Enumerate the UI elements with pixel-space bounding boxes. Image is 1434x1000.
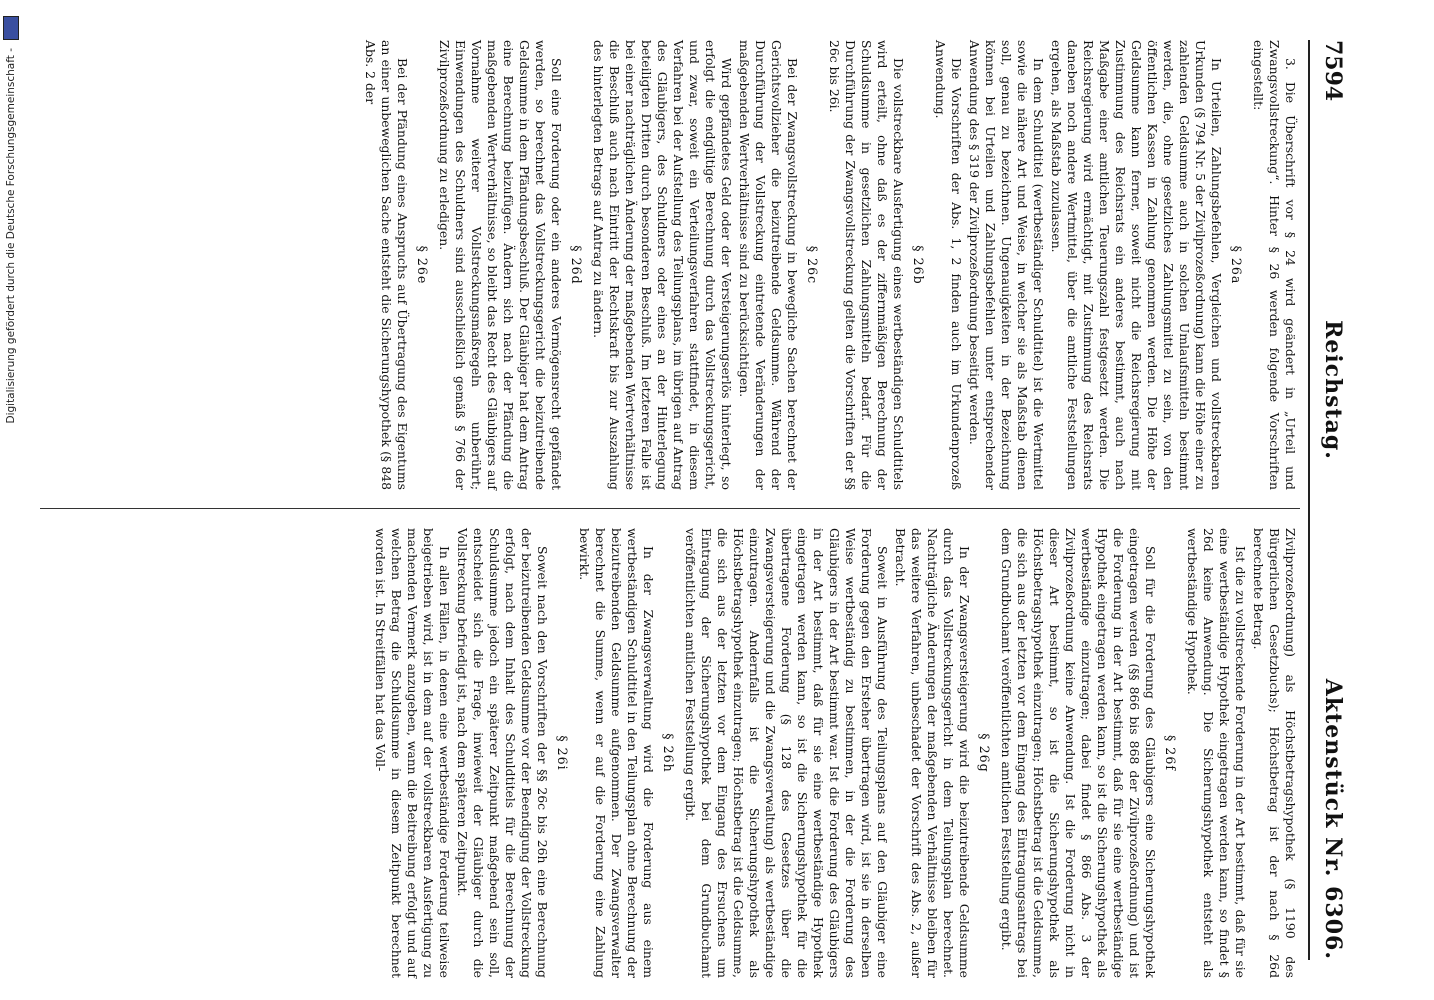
- section-heading-26e: § 26e: [415, 245, 430, 285]
- paragraph: Bei der Pfändung eines Anspruchs auf Übertragung des Eigentums an einer unbeweglichen Sache entsteht die Sicherungshypothek (§ 848 Abs. 2 der: [363, 40, 410, 490]
- paragraph: Die Vorschriften der Abs. 1, 2 finden auch im Urkundenprozeß Anwendung.: [933, 40, 964, 490]
- section-heading-26i: § 26i: [555, 735, 570, 771]
- running-head: Reichstag.: [1320, 320, 1346, 460]
- paragraph: In dem Schuldtitel (wertbeständiger Schuldtitel) ist die Wertmittel sowie die nähere Art und Weise, in welcher sie als Maßstab dienen soll, genau zu bezeichnen. Ungenauigkeiten in der Bezeichnung können bei Urteilen und Zahlungsbefehlen unter entsprechender Anwendung des § 319 der Zivilprozeßordnung beseitigt werden.: [967, 40, 1046, 490]
- left-column: [40, 40, 1298, 490]
- document-reference: Aktenstück Nr. 6306.: [1320, 678, 1346, 960]
- paragraph-continued: Zivilprozeßordnung) als Höchstbetragshypothek (§ 1190 des Bürgerlichen Gesetzbuchs); Höchstbetrag ist der nach § 26d berechnete Betrag.: [1251, 528, 1298, 978]
- section-heading-26h: § 26h: [661, 733, 676, 773]
- dfg-logo-icon: [3, 16, 19, 40]
- header-rule: [1308, 40, 1310, 960]
- intro-paragraph: 3. Die Überschrift vor § 24 wird geändert in „Urteil und Zwangsvollstreckung“. Hinter § 26 werden folgende Vorschriften eingestellt:: [1251, 40, 1298, 490]
- section-heading-26a: § 26a: [1229, 245, 1244, 285]
- paragraph: In Urteilen, Zahlungsbefehlen, Vergleichen und vollstreckbaren Urkunden (§ 794 Nr. 5 der Zivilprozeßordnung) kann die Höhe einer zu zahlenden Geldsumme auch in solchen Umlaufsmitteln bestimmt werden, die, ohne gesetzliches Zahlungsmittel zu sein, von den öffentlichen Kassen in Zahlung genommen werden. Die Höhe der Geldsumme kann ferner, soweit nicht die Reichsregierung mit Zustimmung des Reichsrats ein anderes bestimmt, auch nach Maßgabe einer amtlichen Teuerungszahl festgesetzt werden. Die Reichsregierung wird ermächtigt, mit Zustimmung des Reichsrats daneben noch andere Wertmittel, über die amtliche Feststellungen ergehen, als Maßstab zuzulassen.: [1049, 40, 1224, 490]
- section-heading-26g: § 26g: [977, 733, 992, 773]
- section-heading-26f: § 26f: [1163, 735, 1178, 771]
- page-header: [1316, 40, 1350, 960]
- paragraph: In der Zwangsversteigerung wird die beizutreibende Geldsumme durch das Vollstreckungsgericht in dem Teilungsplan berechnet. Nachträgliche Änderungen der maßgebenden Verhältnisse bleiben für das weitere Verfahren, unbeschadet der Vorschrift des Abs. 2, außer Betracht.: [893, 528, 972, 978]
- paragraph: Die vollstreckbare Ausfertigung eines wertbeständigen Schuldtitels wird erteilt, ohne daß es der ziffernmäßigen Berechnung der Schuldsumme in gesetzlichen Zahlungsmitteln bedarf. Für die Durchführung der Zwangsvollstreckung gelten die Vorschriften der §§ 26c bis 26i.: [827, 40, 906, 490]
- section-heading-26c: § 26c: [805, 245, 820, 285]
- paragraph: Wird gepfändetes Geld oder der Versteigerungserlös hinterlegt, so erfolgt die endgültige Berechnung durch das Vollstreckungsgericht, und zwar, soweit ein Verteilungsverfahren stattfindet, in diesem Verfahren bei der Aufstellung des Teilungsplans, im übrigen auf Antrag des Gläubigers, des Schuldners oder eines an der Hinterlegung beteiligten Dritten durch besonderen Beschluß. Im letzteren Falle ist bei einer nachträglichen Änderung der maßgebenden Wertverhältnisse die Beschluß auch nach Eintritt der Rechtskraft bis zur Auszahlung des hinterlegten Betrags auf Antrag zu ändern.: [591, 40, 734, 490]
- column-divider: [40, 508, 1300, 509]
- paragraph: Soll für die Forderung des Gläubigers eine Sicherungshypothek eingetragen werden (§§ 866 bis 868 der Zivilprozeßordnung) und ist die Forderung in der Art bestimmt, daß für sie eine wertbeständige Hypothek eingetragen werden kann, so ist die Sicherungshypothek als wertbeständige einzutragen; dabei findet § 866 Abs. 3 der Zivilprozeßordnung keine Anwendung. Ist die Forderung nicht in dieser Art bestimmt, so ist die Sicherungshypothek als Höchstbetragshypothek einzutragen; Höchstbetrag ist die Geldsumme, die sich aus der letzten vor dem Eingang des Eintragungsantrags bei dem Grundbuchamt veröffentlichten amtlichen Feststellung ergibt.: [999, 528, 1158, 978]
- digitization-stamp: [0, 0, 22, 1000]
- paragraph: Bei der Zwangsvollstreckung in bewegliche Sachen berechnet der Gerichtsvollzieher die beizutreibende Geldsumme. Während der Durchführung der Vollstreckung eintretende Veränderungen der maßgebenden Wertverhältnisse sind zu berücksichtigen.: [737, 40, 800, 490]
- paragraph: Soweit in Ausführung des Teilungsplans auf den Gläubiger eine Forderung gegen den Ersteher übertragen wird, ist sie in derselben Weise wertbeständig zu bestimmen, in der die Forderung des Gläubigers in der Art bestimmt war. Ist die Forderung des Gläubigers in der Art bestimmt, daß für sie eine wertbeständige Hypothek eingetragen werden kann, so ist die Sicherungshypothek für die übertragene Forderung (§ 128 des Gesetzes über die Zwangsversteigerung und die Zwangsverwaltung) als wertbeständige einzutragen. Andernfalls ist die Sicherungshypothek als Höchstbetragshypothek einzutragen; Höchstbetrag ist die Geldsumme, die sich aus der letzten vor dem Eingang des Ersuchens um Eintragung der Sicherungshypothek bei dem Grundbuchamt veröffentlichten amtlichen Feststellung ergibt.: [683, 528, 890, 978]
- funding-note: Digitalisierung gefördert durch die Deutsche Forschungsgemeinschaft -: [5, 48, 17, 424]
- paragraph: Ist die zu vollstreckende Forderung in der Art bestimmt, daß für sie eine wertbeständige Hypothek eingetragen werden kann, so findet § 26d keine Anwendung. Die Sicherungshypothek entsteht als wertbeständige Hypothek.: [1185, 528, 1248, 978]
- paragraph: Soweit nach den Vorschriften der §§ 26c bis 26h eine Berechnung der beizutreibenden Geldsumme vor der Beendigung der Vollstreckung erfolgt, nach dem Inhalt des Schuldtitels für die Berechnung der Schuldsumme jedoch ein späterer Zeitpunkt maßgebend sein soll, entscheidet sich die Frage, inwieweit der Gläubiger durch die Vollstreckung befriedigt ist, nach dem späteren Zeitpunkt.: [455, 528, 550, 978]
- section-heading-26d: § 26d: [569, 245, 584, 285]
- paragraph: In der Zwangsverwaltung wird die Forderung aus einem wertbeständigen Schuldtitel in den Teilungsplan ohne Berechnung der beizutreibenden Geldsumme aufgenommen. Der Zwangsverwalter berechnet die Summe, wenn er auf die Forderung eine Zahlung bewirkt.: [577, 528, 656, 978]
- right-column: [40, 528, 1298, 978]
- paragraph: In allen Fällen, in denen eine wertbeständige Forderung teilweise beigetrieben wird, ist in dem auf der vollstreckbaren Ausfertigung zu machenden Vermerk anzugeben, wann die Beitreibung erfolgt und auf welchen Betrag die Schuldsumme in diesem Zeitpunkt berechnet worden ist. In Streitfällen hat das Voll-: [373, 528, 452, 978]
- page-number: 7594: [1320, 40, 1346, 102]
- section-heading-26b: § 26b: [911, 245, 926, 285]
- paragraph: Soll eine Forderung oder ein anderes Vermögensrecht gepfändet werden, so berechnet das Vollstreckungsgericht die beizutreibende Geldsumme in dem Pfändungsbeschluß. Der Gläubiger hat dem Antrag eine Berechnung beizufügen. Ändern sich nach der Pfändung die maßgebenden Wertverhältnisse, so bleibt das Recht des Gläubigers auf Vornahme weiterer Vollstreckungsmaßregeln unberührt; Einwendungen des Schuldners sind ausschließlich gemäß § 766 der Zivilprozeßordnung zu erledigen.: [437, 40, 564, 490]
